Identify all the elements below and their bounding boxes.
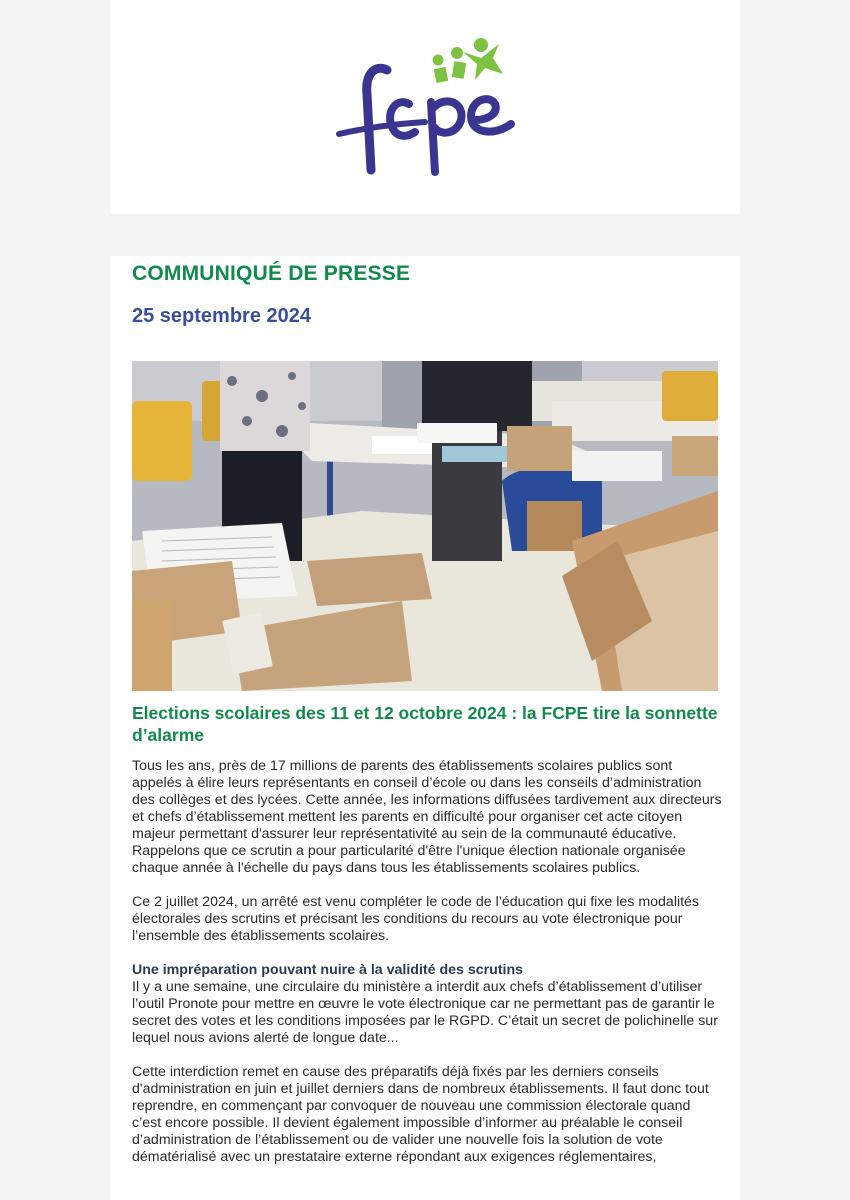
- article-headline: Elections scolaires des 11 et 12 octobre 2024 : la FCPE tire la sonnette d’alarme: [132, 703, 718, 745]
- article-paragraph-4: Cette interdiction remet en cause des préparatifs déjà fixés par les derniers conseils d'administration en juin et juillet derniers dans de nombreux établissements. Il faut donc tout reprendre, en commençant par convoquer de nouveau une commission électorale quand c’est encore possible. Il devient également impossible d’informer au préalable le conseil d’administration de l’établissement ou de valider une nouvelle fois la solution de vote dématérialisé avec un prestataire externe répondant aux exigences réglementaires,: [132, 1064, 709, 1165]
- fcpe-logo: [335, 38, 520, 178]
- classroom-photo: [132, 361, 718, 691]
- header-card: [110, 0, 740, 214]
- article-paragraph-1: Tous les ans, près de 17 millions de parents des établissements scolaires publics sont appelés à élire leurs représentants en conseil d’école ou dans les conseils d’administration des collèges et des lycées. Cette année, les informations diffusées tardivement aux directeurs et chefs d’établissement mettent les parents en difficulté pour organiser cet acte citoyen majeur permettant d'assurer leur représentativité au sein de la communauté éducative. Rappelons que ce scrutin a pour particularité d'être l'unique élection nationale organisée chaque année à l'échelle du pays dans tous les établissements scolaires publics.: [132, 758, 722, 876]
- press-release-date: 25 septembre 2024: [132, 305, 312, 327]
- press-release-card: [110, 256, 740, 1200]
- article-subheading: Une impréparation pouvant nuire à la validité des scrutins: [132, 962, 524, 978]
- article-paragraph-2: Ce 2 juillet 2024, un arrêté est venu compléter le code de l’éducation qui fixe les modalités électorales des scrutins et précisant les conditions du recours au vote électronique pour l’ensemble des établissements scolaires.: [132, 894, 700, 944]
- press-release-label: COMMUNIQUÉ DE PRESSE: [132, 262, 411, 285]
- article-paragraph-3: Il y a une semaine, une circulaire du ministère a interdit aux chefs d’établissement d’utiliser l’outil Pronote pour mettre en œuvre le vote électronique car ne permettant pas de garantir le secret des votes et les conditions imposées par le RGPD. C’était un secret de polichinelle sur lequel nous avions alerté de longue date...: [132, 979, 718, 1046]
